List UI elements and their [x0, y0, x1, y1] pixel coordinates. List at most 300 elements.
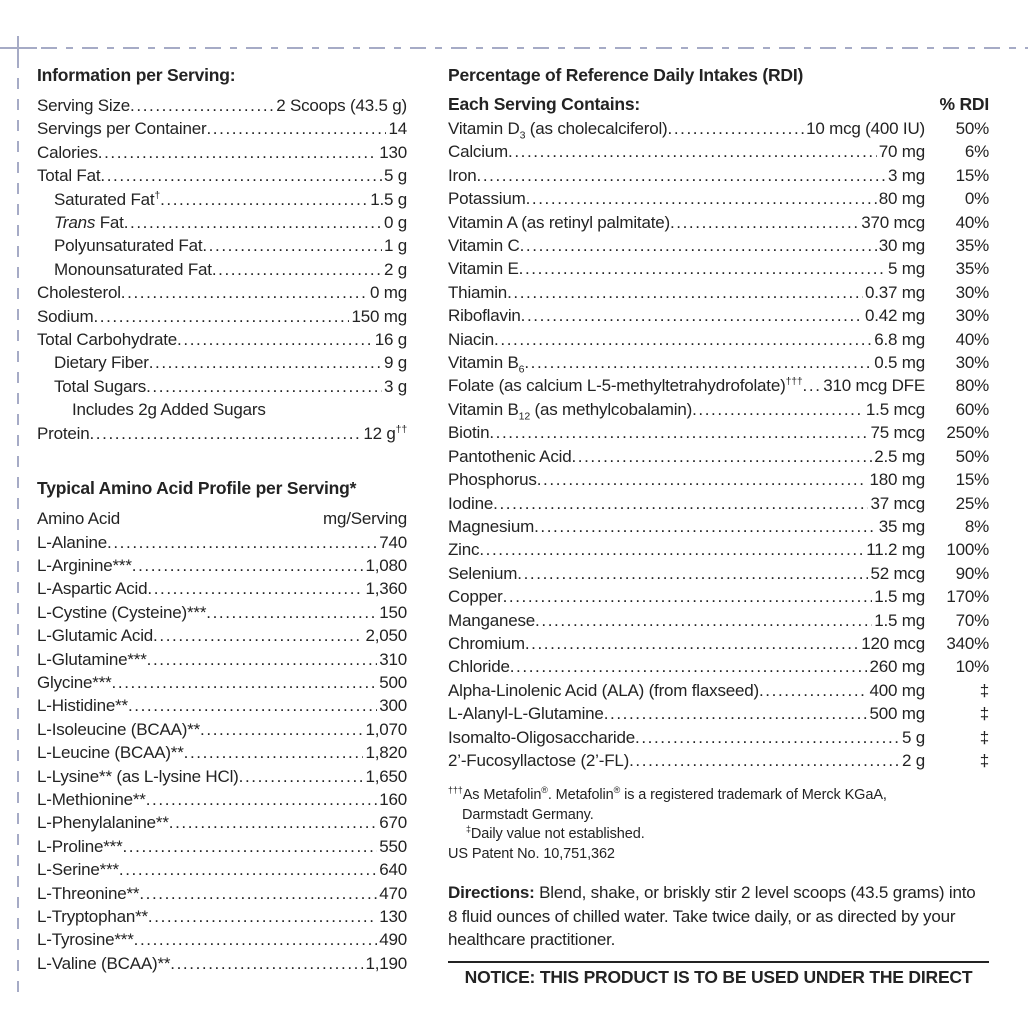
row-label: Selenium: [448, 563, 518, 583]
dot-leader: [494, 328, 872, 351]
row-percent-rdi: 35%: [955, 259, 989, 279]
row-label: Calories: [37, 142, 98, 162]
rdi-row: [448, 421, 989, 444]
row-value: 11.2 mg: [866, 540, 925, 560]
notice-divider-rule: [448, 961, 989, 963]
rdi-row: [448, 140, 989, 163]
dot-leader: [122, 835, 377, 858]
row-value: 550: [379, 836, 407, 856]
row-label: L-Aspartic Acid: [37, 579, 148, 599]
row-value: 130: [379, 142, 407, 162]
row-label: Vitamin $B_{12}$ (as methylcobalamin): [448, 399, 693, 423]
row-value: 740: [379, 532, 407, 552]
row-label: Sodium: [37, 306, 94, 326]
info-row: [37, 351, 407, 374]
row-value: 260 mg: [869, 657, 925, 677]
row-value: 120 mcg: [861, 633, 925, 653]
row-value: 0 g: [383, 213, 407, 233]
superscript: †††: [448, 785, 463, 796]
dot-leader: [146, 375, 382, 398]
subscript: 3: [519, 129, 526, 142]
dot-leader: [146, 788, 378, 811]
dot-leader: [508, 140, 877, 163]
dot-leader: [160, 188, 368, 211]
row-value: 1,650: [365, 766, 407, 786]
row-label: Chloride: [448, 657, 510, 677]
row-percent-rdi: 80%: [955, 376, 989, 396]
amino-col-header-left: Amino Acid: [37, 509, 121, 529]
row-value: 310: [379, 649, 407, 669]
row-label: Vitamin A (as retinyl palmitate): [448, 212, 670, 232]
dot-leader: [149, 351, 382, 374]
row-label: Cholesterol: [37, 283, 121, 303]
amino-acid-row: [37, 858, 407, 881]
row-value: 1,080: [365, 555, 407, 575]
amino-acid-row: [37, 905, 407, 928]
row-label: L-Glutamine***: [37, 649, 147, 669]
dot-leader: [493, 492, 868, 515]
dot-leader: [147, 648, 378, 671]
info-row: [37, 258, 407, 281]
dot-leader: [148, 905, 377, 928]
dot-leader: [524, 351, 872, 374]
rdi-title: Percentage of Reference Daily Intakes (RDI): [448, 65, 804, 85]
amino-acid-row: [37, 882, 407, 905]
right-column: [448, 64, 989, 984]
trim-guide-vertical: [17, 36, 19, 992]
dot-leader: [521, 304, 863, 327]
info-row: [37, 188, 407, 211]
italic-text: Trans: [54, 213, 96, 233]
amino-acid-table: [37, 531, 407, 976]
amino-acid-row: [37, 765, 407, 788]
row-value: 500 mg: [869, 704, 925, 724]
dot-leader: [112, 671, 378, 694]
row-value: 9 g: [383, 353, 407, 373]
row-label: Glycine***: [37, 672, 112, 692]
row-label: L-Tyrosine***: [37, 930, 134, 950]
row-value: 1.5 mg: [874, 587, 925, 607]
row-label: L-Tryptophan**: [37, 907, 148, 926]
row-percent-rdi: 70%: [955, 610, 989, 630]
row-label: Serving Size: [37, 96, 131, 115]
row-label: Chromium: [448, 633, 525, 653]
footnote-line: Darmstadt Germany.: [462, 806, 594, 823]
row-label: Vitamin $D_3$ (as cholecalciferol): [448, 119, 668, 142]
dot-leader: [206, 601, 377, 624]
row-percent-rdi: ‡: [979, 704, 989, 724]
row-value: 2 Scoops (43.5 g): [276, 96, 407, 115]
row-label: Includes 2g Added Sugars: [72, 400, 266, 420]
dot-leader: [153, 624, 363, 647]
rdi-row: [448, 234, 989, 257]
row-label: Niacin: [448, 329, 495, 349]
row-label: Folate (as calcium L-5-methyltetrahydrofolate)†††: [448, 375, 803, 396]
footnote-line: US Patent No. 10,751,362: [448, 845, 615, 862]
rdi-row: [448, 351, 989, 374]
rdi-row: [448, 164, 989, 187]
row-label: Riboflavin: [448, 306, 521, 326]
row-label: Dietary Fiber: [54, 353, 149, 373]
row-value: 370 mcg: [861, 212, 925, 232]
crop-mark-vertical: [17, 37, 19, 59]
amino-acid-row: [37, 835, 407, 858]
dot-leader: [100, 164, 382, 187]
rdi-row: [448, 679, 989, 702]
row-value: 5 mg: [888, 259, 925, 279]
dot-leader: [139, 882, 377, 905]
info-row: [37, 281, 407, 304]
row-percent-rdi: 0%: [964, 189, 989, 209]
row-label: Monounsaturated Fat: [54, 259, 212, 279]
row-label: Alpha-Linolenic Acid (ALA) (from flaxseed): [448, 680, 759, 700]
rdi-row: [448, 374, 989, 397]
row-value: 0 mg: [370, 283, 407, 303]
rdi-row: [448, 398, 989, 421]
row-value: 180 mg: [869, 470, 925, 490]
rdi-table-header: [448, 93, 989, 116]
row-percent-rdi: 170%: [946, 587, 989, 607]
row-percent-rdi: ‡: [979, 680, 989, 700]
rdi-row: [448, 609, 989, 632]
info-row: [37, 328, 407, 351]
dot-leader: [107, 531, 377, 554]
dot-leader: [119, 858, 377, 881]
row-percent-rdi: 100%: [946, 540, 989, 560]
amino-acid-row: [37, 577, 407, 600]
row-value: 670: [379, 813, 407, 833]
superscript: †††: [785, 375, 803, 388]
row-label: Total Carbohydrate: [37, 330, 178, 350]
row-value: 490: [379, 930, 407, 950]
amino-acid-row: [37, 601, 407, 624]
row-label: Vitamin C: [448, 236, 520, 256]
superscript: ®: [613, 785, 621, 796]
rdi-col-header-right: % RDI: [939, 94, 989, 114]
row-percent-rdi: 50%: [955, 119, 989, 138]
row-value: 1,070: [365, 719, 407, 739]
superscript: ††: [395, 423, 407, 436]
row-value: 14: [388, 119, 407, 139]
row-value: 0.42 mg: [864, 306, 925, 326]
amino-acid-row: [37, 648, 407, 671]
dot-leader: [128, 694, 377, 717]
row-label: Iron: [448, 165, 477, 185]
row-value: 1,360: [365, 579, 407, 599]
row-label: Trans Fat: [54, 213, 124, 233]
row-value: 1,190: [365, 953, 407, 973]
dot-leader: [89, 422, 361, 445]
row-percent-rdi: 60%: [955, 399, 989, 419]
row-label: L-Alanine: [37, 532, 108, 552]
amino-profile-title: Typical Amino Acid Profile per Serving*: [37, 478, 357, 499]
row-percent-rdi: 30%: [955, 282, 989, 302]
dot-leader: [517, 562, 868, 585]
rdi-row: [448, 281, 989, 304]
dot-leader: [692, 398, 864, 421]
rdi-row: [448, 585, 989, 608]
row-label: Isomalto-Oligosaccharide: [448, 727, 636, 747]
row-percent-rdi: ‡: [979, 750, 989, 770]
rdi-row: [448, 702, 989, 725]
info-per-serving-title: Information per Serving:: [37, 65, 236, 85]
row-value: 3 mg: [888, 165, 925, 185]
left-column: [37, 64, 407, 975]
amino-acid-row: [37, 788, 407, 811]
info-per-serving-table: [37, 94, 407, 445]
notice-text: NOTICE: THIS PRODUCT IS TO BE USED UNDER THE DIRECT: [464, 966, 973, 984]
rdi-row: [448, 187, 989, 210]
row-label: Vitamin E: [448, 259, 519, 279]
dot-leader: [169, 811, 377, 834]
row-percent-rdi: 15%: [955, 470, 989, 490]
row-label: Polyunsaturated Fat: [54, 236, 203, 256]
amino-col-header-right: mg/Serving: [323, 509, 407, 529]
dot-leader: [130, 94, 274, 117]
footnote-line: ‡Daily value not established.: [466, 824, 645, 843]
amino-acid-row: [37, 531, 407, 554]
row-percent-rdi: 40%: [955, 212, 989, 232]
rdi-row: [448, 749, 989, 772]
row-label: L-Threonine**: [37, 883, 140, 903]
row-label: Iodine: [448, 493, 494, 513]
info-row: [37, 398, 407, 421]
dot-leader: [479, 538, 864, 561]
row-percent-rdi: 250%: [946, 423, 989, 443]
rdi-row: [448, 304, 989, 327]
row-percent-rdi: ‡: [979, 727, 989, 747]
row-value: 300: [379, 696, 407, 716]
row-label: L-Serine***: [37, 860, 119, 880]
row-value: 2,050: [365, 626, 407, 646]
row-label: L-Leucine (BCAA)**: [37, 743, 184, 763]
row-label: Pantothenic Acid: [448, 446, 572, 466]
dot-leader: [534, 515, 877, 538]
dot-leader: [121, 281, 368, 304]
info-row: [37, 141, 407, 164]
row-label: L-Lysine** (as L-lysine HCl): [37, 766, 239, 786]
row-value: 80 mg: [878, 189, 925, 209]
row-label: Potassium: [448, 189, 526, 209]
amino-acid-row: [37, 671, 407, 694]
dot-leader: [202, 234, 382, 257]
row-value: 160: [379, 789, 407, 809]
dot-leader: [177, 328, 373, 351]
row-label: L-Isoleucine (BCAA)**: [37, 719, 201, 739]
row-label: Magnesium: [448, 516, 535, 536]
dot-leader: [537, 468, 868, 491]
amino-acid-row: [37, 554, 407, 577]
row-label: Biotin: [448, 423, 490, 443]
trim-guide-horizontal: [0, 47, 1028, 49]
dot-leader: [519, 257, 886, 280]
dot-leader: [526, 187, 877, 210]
rdi-table: [448, 117, 989, 772]
row-value: 1 g: [383, 236, 407, 256]
dot-leader: [184, 741, 364, 764]
directions-heading: Directions:: [448, 883, 535, 903]
dot-leader: [132, 554, 364, 577]
row-value: 70 mg: [878, 142, 925, 162]
row-label: Phosphorus: [448, 470, 537, 490]
amino-acid-row: [37, 718, 407, 741]
row-label: Protein: [37, 423, 90, 443]
amino-acid-section: [37, 477, 407, 975]
info-row: [37, 164, 407, 187]
rdi-row: [448, 445, 989, 468]
row-percent-rdi: 40%: [955, 329, 989, 349]
row-value: 5 g: [383, 166, 407, 186]
row-value: 1.5 mcg: [865, 399, 925, 419]
row-value: 37 mcg: [870, 493, 925, 513]
row-label: Total Fat: [37, 166, 101, 186]
row-value: 2 g: [383, 259, 407, 279]
row-label: L-Proline***: [37, 836, 123, 856]
row-value: 1,820: [365, 743, 407, 763]
row-value: 150 mg: [351, 306, 407, 326]
row-label: Servings per Container: [37, 119, 207, 139]
rdi-row: [448, 211, 989, 234]
row-value: 0.37 mg: [864, 282, 925, 302]
row-label: Total Sugars: [54, 376, 147, 396]
dot-leader: [525, 632, 859, 655]
row-value: 10 mcg (400 IU): [806, 119, 925, 138]
rdi-row: [448, 328, 989, 351]
rdi-row: [448, 632, 989, 655]
dot-leader: [98, 141, 377, 164]
superscript: ‡: [466, 824, 471, 835]
amino-acid-row: [37, 928, 407, 951]
info-row: [37, 375, 407, 398]
info-row: [37, 117, 407, 140]
dot-leader: [200, 718, 363, 741]
dot-leader: [147, 577, 363, 600]
rdi-col-header-left: Each Serving Contains:: [448, 94, 641, 114]
row-value: 75 mcg: [870, 423, 925, 443]
row-percent-rdi: 10%: [955, 657, 989, 677]
rdi-row: [448, 726, 989, 749]
row-value: 2 g: [901, 750, 925, 770]
info-row: [37, 94, 407, 117]
rdi-row: [448, 562, 989, 585]
row-value: 400 mg: [869, 680, 925, 700]
row-value: 640: [379, 860, 407, 880]
row-value: 500: [379, 672, 407, 692]
rdi-row: [448, 468, 989, 491]
row-value: 470: [379, 883, 407, 903]
rdi-row: [448, 655, 989, 678]
subscript: 12: [518, 410, 530, 423]
amino-acid-row: [37, 694, 407, 717]
row-value: 1.5 mg: [874, 610, 925, 630]
dot-leader: [535, 609, 872, 632]
dot-leader: [93, 305, 349, 328]
dot-leader: [124, 211, 382, 234]
row-percent-rdi: 6%: [964, 142, 989, 162]
subscript: 6: [518, 363, 525, 376]
row-label: Thiamin: [448, 282, 508, 302]
row-label: Copper: [448, 587, 503, 607]
row-value: 5 g: [901, 727, 925, 747]
row-label: L-Arginine***: [37, 555, 132, 575]
dot-leader: [134, 928, 378, 951]
amino-acid-row: [37, 811, 407, 834]
row-value: 3 g: [383, 376, 407, 396]
dot-leader: [668, 117, 805, 140]
directions-body: Blend, shake, or briskly stir 2 level scoops (43.5 grams) into 8 fluid ounces of chilled water. Take twice daily, or as directed by your healthcare practitioner.: [448, 883, 976, 950]
row-value: 6.8 mg: [874, 329, 925, 349]
row-value: 52 mcg: [870, 563, 925, 583]
dot-leader: [629, 749, 900, 772]
dot-leader: [571, 445, 872, 468]
row-label: L-Histidine**: [37, 696, 128, 716]
info-row: [37, 211, 407, 234]
footnote-line: †††As Metafolin®. Metafolin® is a registered trademark of Merck KGaA,: [448, 785, 887, 804]
info-row: [37, 422, 407, 445]
row-label: 2’-Fucosyllactose (2’-FL): [448, 750, 630, 770]
rdi-row: [448, 117, 989, 140]
row-label: L-Alanyl-L-Glutamine: [448, 704, 604, 724]
rdi-row: [448, 538, 989, 561]
row-percent-rdi: 25%: [955, 493, 989, 513]
dot-leader: [803, 374, 822, 397]
dot-leader: [503, 585, 873, 608]
dot-leader: [507, 281, 863, 304]
dot-leader: [759, 679, 868, 702]
dot-leader: [510, 655, 868, 678]
amino-table-header: [37, 507, 407, 530]
row-percent-rdi: 30%: [955, 306, 989, 326]
row-label: Saturated Fat†: [54, 188, 161, 209]
row-percent-rdi: 30%: [955, 353, 989, 373]
row-value: 130: [379, 907, 407, 926]
row-label: L-Methionine**: [37, 789, 146, 809]
row-label: Calcium: [448, 142, 509, 162]
row-value: 310 mcg DFE: [823, 376, 925, 396]
row-percent-rdi: 50%: [955, 446, 989, 466]
dot-leader: [170, 952, 363, 975]
dot-leader: [206, 117, 386, 140]
row-value: 150: [379, 602, 407, 622]
row-value: 2.5 mg: [874, 446, 925, 466]
rdi-row: [448, 257, 989, 280]
row-label: L-Glutamic Acid: [37, 626, 154, 646]
row-label: L-Phenylalanine**: [37, 813, 169, 833]
dot-leader: [670, 211, 859, 234]
row-percent-rdi: 340%: [946, 633, 989, 653]
superscript: †: [154, 188, 161, 201]
dot-leader: [635, 726, 900, 749]
rdi-row: [448, 515, 989, 538]
row-value: 16 g: [374, 330, 407, 350]
info-row: [37, 305, 407, 328]
amino-acid-row: [37, 741, 407, 764]
row-label: Vitamin $B_6$: [448, 353, 525, 376]
dot-leader: [604, 702, 868, 725]
row-value: 0.5 mg: [874, 353, 925, 373]
footnotes-block: [448, 786, 989, 864]
row-value: 12 g††: [363, 423, 407, 443]
notice-clipped-text: [448, 967, 989, 984]
rdi-row: [448, 492, 989, 515]
row-percent-rdi: 8%: [964, 516, 989, 536]
row-label: Zinc: [448, 540, 480, 560]
amino-acid-row: [37, 952, 407, 975]
directions-paragraph: [448, 881, 989, 952]
row-value: 1.5 g: [370, 189, 407, 209]
row-percent-rdi: 15%: [955, 165, 989, 185]
row-percent-rdi: 35%: [955, 236, 989, 256]
